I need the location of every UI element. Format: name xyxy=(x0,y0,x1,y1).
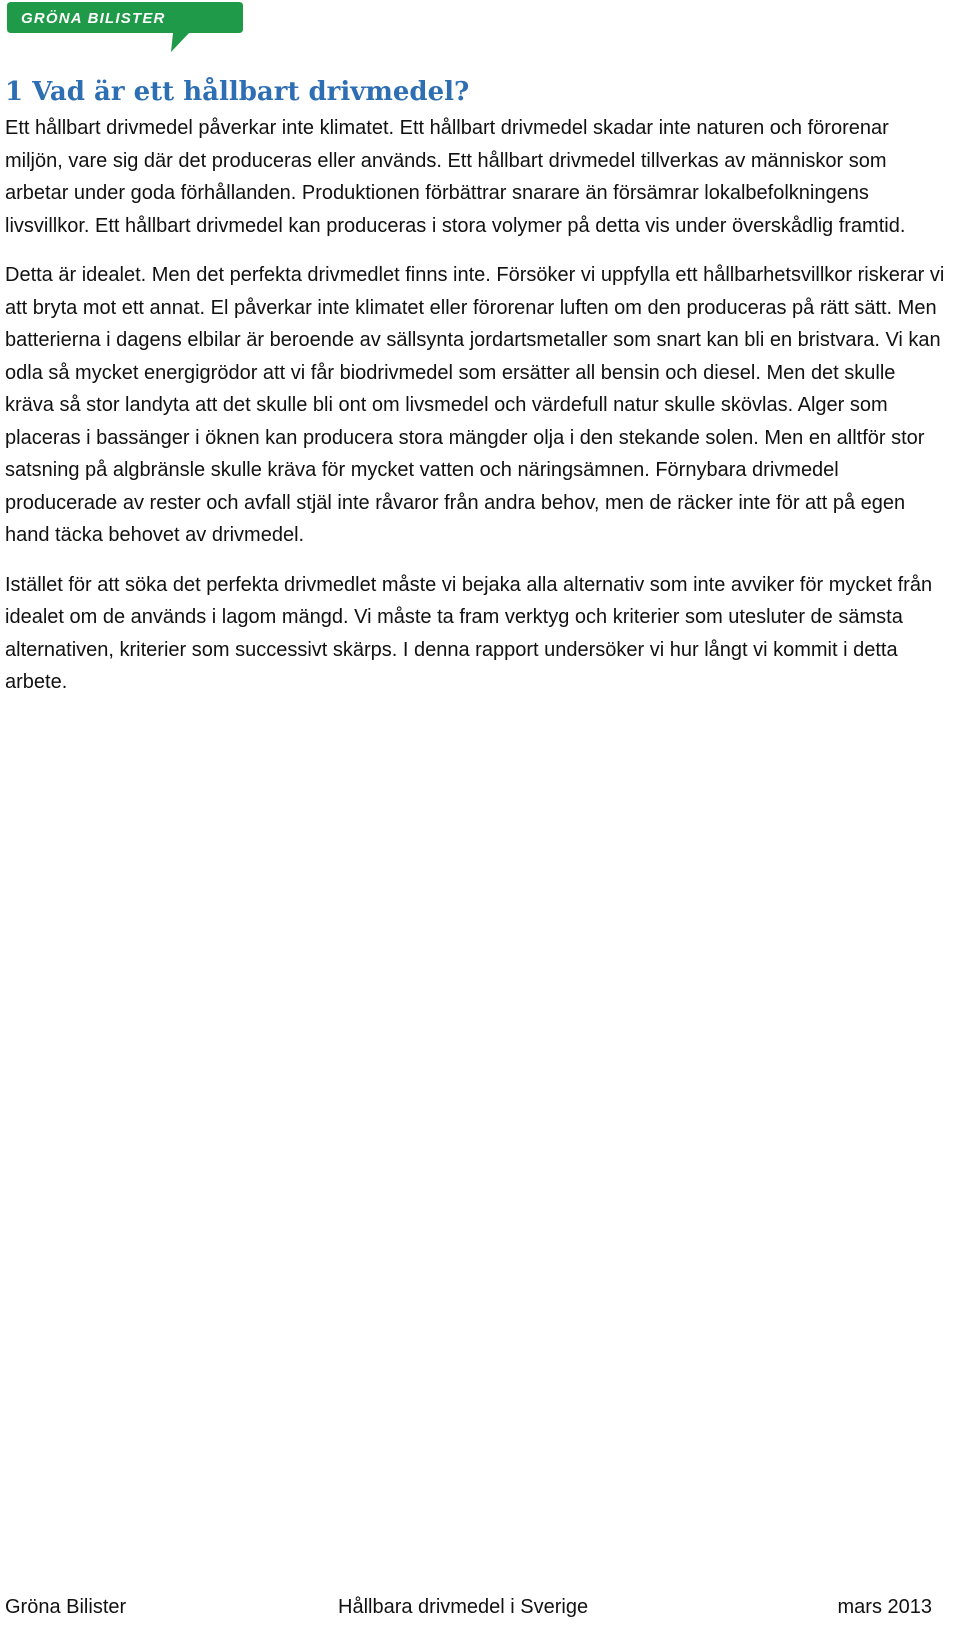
logo xyxy=(7,2,243,54)
paragraph-1: Ett hållbart drivmedel påverkar inte klimatet. Ett hållbart drivmedel skadar inte naturen och förorenar miljön, vare sig där det produceras eller används. Ett hållbart drivmedel tillverkas av människor som arbetar under goda förhållanden. Produktionen förbättrar snarare än försämrar lokalbefolkningens livsvillkor. Ett hållbart drivmedel kan produceras i stora volymer på detta vis under överskådlig framtid. xyxy=(5,117,906,237)
footer-date: mars 2013 xyxy=(837,1596,932,1618)
footer-organization: Gröna Bilister xyxy=(5,1596,127,1618)
page-footer xyxy=(5,1592,932,1622)
section-heading: 1 Vad är ett hållbart drivmedel? xyxy=(5,77,470,107)
paragraph-3: Istället för att söka det perfekta drivmedlet måste vi bejaka alla alternativ som inte avviker för mycket från idealet om de används i lagom mängd. Vi måste ta fram verktyg och kriterier som utesluter de sämsta alternativen, kriterier som successivt skärps. I denna rapport undersöker vi hur långt vi kommit i detta arbete. xyxy=(5,573,933,693)
footer-report-title: Hållbara drivmedel i Sverige xyxy=(338,1596,589,1618)
logo-text: GRÖNA BILISTER xyxy=(21,10,166,27)
paragraph-2: Detta är idealet. Men det perfekta drivmedlet finns inte. Försöker vi uppfylla ett hållbarhetsvillkor riskerar vi att bryta mot ett annat. El påverkar inte klimatet eller förorenar luften om den produceras på rätt sätt. Men batterierna i dagens elbilar är beroende av sällsynta jordartsmetaller som snart kan bli en bristvara. Vi kan odla så mycket energigrödor att vi får biodrivmedel som ersätter all bensin och diesel. Men det skulle kräva så stor landyta att det skulle bli ont om livsmedel och värdefull natur skulle skövlas. Alger som placeras i bassänger i öknen kan producera stora mängder olja i den stekande solen. Men en alltför stor satsning på algbränsle skulle kräva för mycket vatten och näringsämnen. Förnybara drivmedel producerade av rester och avfall stjäl inte råvaror från andra behov, men de räcker inte för att på egen hand täcka behovet av drivmedel. xyxy=(5,264,945,546)
main-content xyxy=(5,72,945,699)
